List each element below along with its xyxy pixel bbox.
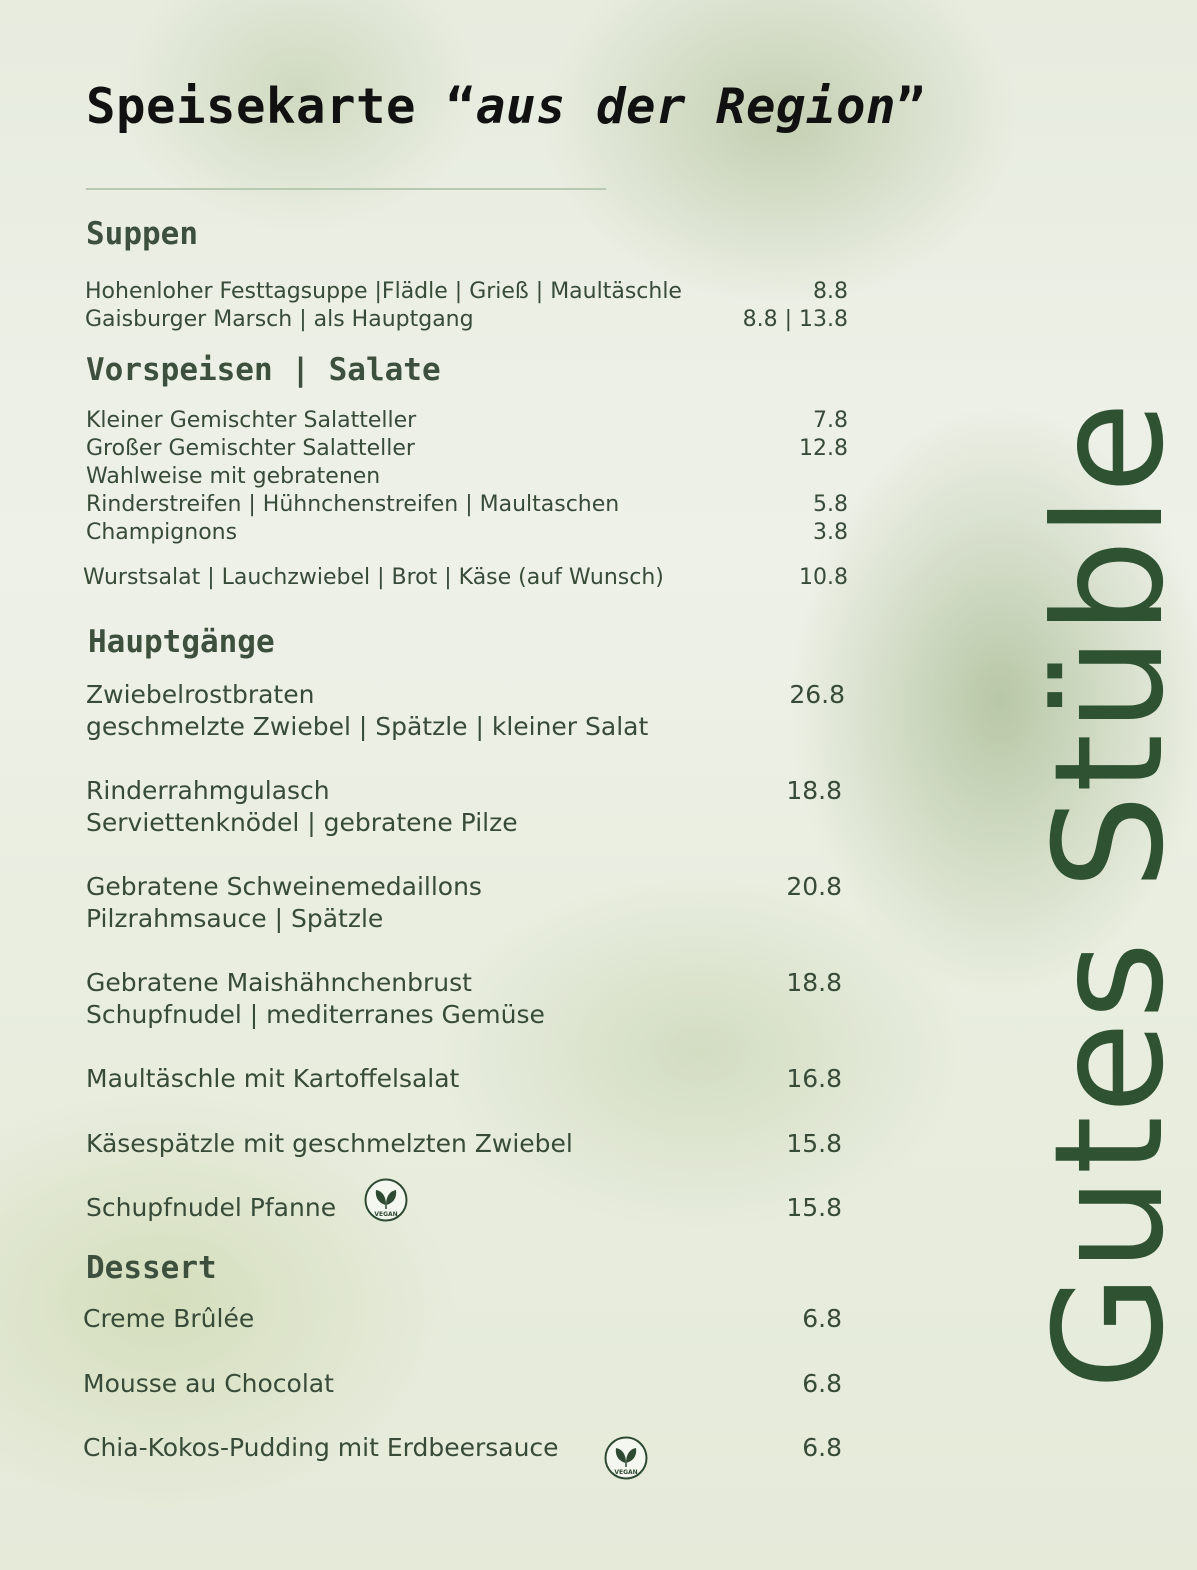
menu-item-name: Zwiebelrostbraten <box>86 680 315 709</box>
menu-item-name: Rinderstreifen | Hühnchenstreifen | Maultaschen <box>86 492 620 517</box>
menu-item-name: Gaisburger Marsch | als Hauptgang <box>85 307 474 332</box>
menu-item-name: Wurstsalat | Lauchzwiebel | Brot | Käse (auf Wunsch) <box>83 565 664 590</box>
menu-item-price: 15.8 <box>786 1129 842 1158</box>
menu-item-name: Gebratene Schweinemedaillons <box>86 872 482 901</box>
menu-item-name: Schupfnudel Pfanne <box>86 1193 337 1222</box>
menu-item-price: 16.8 <box>786 1064 842 1093</box>
menu-item-name: Champignons <box>86 520 238 545</box>
menu-item-desc: geschmelzte Zwiebel | Spätzle | kleiner Salat <box>86 712 649 741</box>
menu-item-name: Wahlweise mit gebratenen <box>86 464 381 489</box>
menu-item-price: 7.8 <box>813 408 848 433</box>
menu-item-price: 8.8 | 13.8 <box>742 307 848 332</box>
menu-item-name: Chia-Kokos-Pudding mit Erdbeersauce <box>83 1433 559 1462</box>
section-title-vorspeisen: Vorspeisen | Salate <box>86 352 441 388</box>
menu-item-name: Maultäschle mit Kartoffelsalat <box>86 1064 460 1093</box>
menu-item-price: 10.8 <box>799 565 848 590</box>
menu-item-desc: Pilzrahmsauce | Spätzle <box>86 904 384 933</box>
menu-item-price: 6.8 <box>802 1304 842 1333</box>
menu-item-price: 18.8 <box>786 968 842 997</box>
menu-item-price: 5.8 <box>813 492 848 517</box>
section-title-hauptgaenge: Hauptgänge <box>88 624 275 660</box>
menu-item-desc: Schupfnudel | mediterranes Gemüse <box>86 1000 545 1029</box>
menu-item-price: 18.8 <box>786 776 842 805</box>
vegan-badge-label: VEGAN <box>374 1211 398 1218</box>
menu-item-price: 20.8 <box>786 872 842 901</box>
vegan-badge-label: VEGAN <box>614 1469 638 1476</box>
menu-item-name: Creme Brûlée <box>83 1304 255 1333</box>
menu-item-name: Gebratene Maishähnchenbrust <box>86 968 472 997</box>
menu-item-price: 6.8 <box>802 1433 842 1462</box>
menu-item-name: Hohenloher Festtagsuppe |Flädle | Grieß | Maultäschle <box>85 279 682 304</box>
section-title-suppen: Suppen <box>86 216 198 252</box>
menu-item-name: Kleiner Gemischter Salatteller <box>86 408 417 433</box>
menu-item-name: Mousse au Chocolat <box>83 1369 334 1398</box>
title-divider <box>86 188 606 190</box>
menu-item-price: 3.8 <box>813 520 848 545</box>
menu-title: Speisekarte “aus der Region” <box>86 78 927 135</box>
section-title-dessert: Dessert <box>86 1250 217 1286</box>
menu-item-desc: Serviettenknödel | gebratene Pilze <box>86 808 518 837</box>
vegan-leaf-icon <box>604 1436 648 1480</box>
menu-item-price: 8.8 <box>813 279 848 304</box>
menu-item-name: Großer Gemischter Salatteller <box>86 436 415 461</box>
menu-item-price: 6.8 <box>802 1369 842 1398</box>
restaurant-name-vertical: Gutes Stüble <box>1023 399 1197 1390</box>
menu-item-name: Käsespätzle mit geschmelzten Zwiebel <box>86 1129 573 1158</box>
menu-item-price: 15.8 <box>786 1193 842 1222</box>
menu-item-name: Rinderrahmgulasch <box>86 776 330 805</box>
menu-item-price: 12.8 <box>799 436 848 461</box>
menu-item-price: 26.8 <box>789 680 845 709</box>
vegan-leaf-icon <box>364 1178 408 1222</box>
